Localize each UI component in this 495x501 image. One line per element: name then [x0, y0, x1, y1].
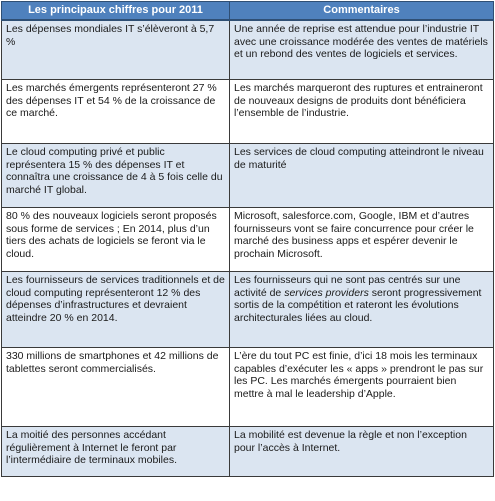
- table-header-row: [2, 2, 494, 21]
- figure-cell: Les marchés émergents représenteront 27 % des dépenses IT et 54 % de la croissance de ce marché.: [2, 80, 230, 144]
- table-row: [2, 272, 494, 348]
- figure-cell: Les dépenses mondiales IT s’élèveront à 5,7 %: [2, 20, 230, 80]
- column-header-comments: Commentaires: [230, 2, 494, 21]
- comment-text: seront progressivement sortis de la compétition et rateront les évolutions architecturales liées au cloud.: [234, 286, 482, 324]
- table-row: [2, 427, 494, 477]
- comment-cell: [230, 272, 494, 348]
- comment-cell: Microsoft, salesforce.com, Google, IBM et d’autres fournisseurs vont se faire concurrence pour créer le marché des business apps et espérer devenir le prochain Microsoft.: [230, 208, 494, 272]
- comment-text: Les fournisseurs qui ne sont pas centrés sur une activité de: [234, 274, 461, 299]
- comment-cell: Une année de reprise est attendue pour l’industrie IT avec une croissance modérée des ventes de matériels et un rebond des ventes de logiciels et services.: [230, 20, 494, 80]
- table-row: [2, 348, 494, 427]
- figure-cell: 330 millions de smartphones et 42 millions de tablettes seront commercialisés.: [2, 348, 230, 427]
- table-row: [2, 144, 494, 208]
- figures-table: [1, 1, 494, 477]
- comment-cell: Les services de cloud computing atteindront le niveau de maturité: [230, 144, 494, 208]
- figure-cell: Le cloud computing privé et public représentera 15 % des dépenses IT et connaîtra une croissance de 4 à 5 fois celle du marché IT global.: [2, 144, 230, 208]
- figure-cell: La moitié des personnes accédant régulièrement à Internet le feront par l’intermédiaire de terminaux mobiles.: [2, 427, 230, 477]
- table-row: [2, 208, 494, 272]
- figure-cell: 80 % des nouveaux logiciels seront proposés sous forme de services ; En 2014, plus d’un tiers des achats de logiciels se feront via le cloud.: [2, 208, 230, 272]
- comment-cell: Les marchés marqueront des ruptures et entraineront de nouveaux designs de produits dont bénéficiera l’ensemble de l’industrie.: [230, 80, 494, 144]
- table-row: [2, 80, 494, 144]
- comment-emphasis: services providers: [284, 286, 369, 299]
- table-row: [2, 20, 494, 80]
- column-header-figures: Les principaux chiffres pour 2011: [2, 2, 230, 21]
- comment-cell: La mobilité est devenue la règle et non l’exception pour l’accès à Internet.: [230, 427, 494, 477]
- comment-cell: L’ère du tout PC est finie, d’ici 18 mois les terminaux capables d’exécuter les « apps » prendront le pas sur les PC. Les marchés émergents pourraient bien mettre à mal le leadership d’Apple.: [230, 348, 494, 427]
- figure-cell: Les fournisseurs de services traditionnels et de cloud computing représenteront 12 % des dépenses d’infrastructures et devraient atteindre 20 % en 2014.: [2, 272, 230, 348]
